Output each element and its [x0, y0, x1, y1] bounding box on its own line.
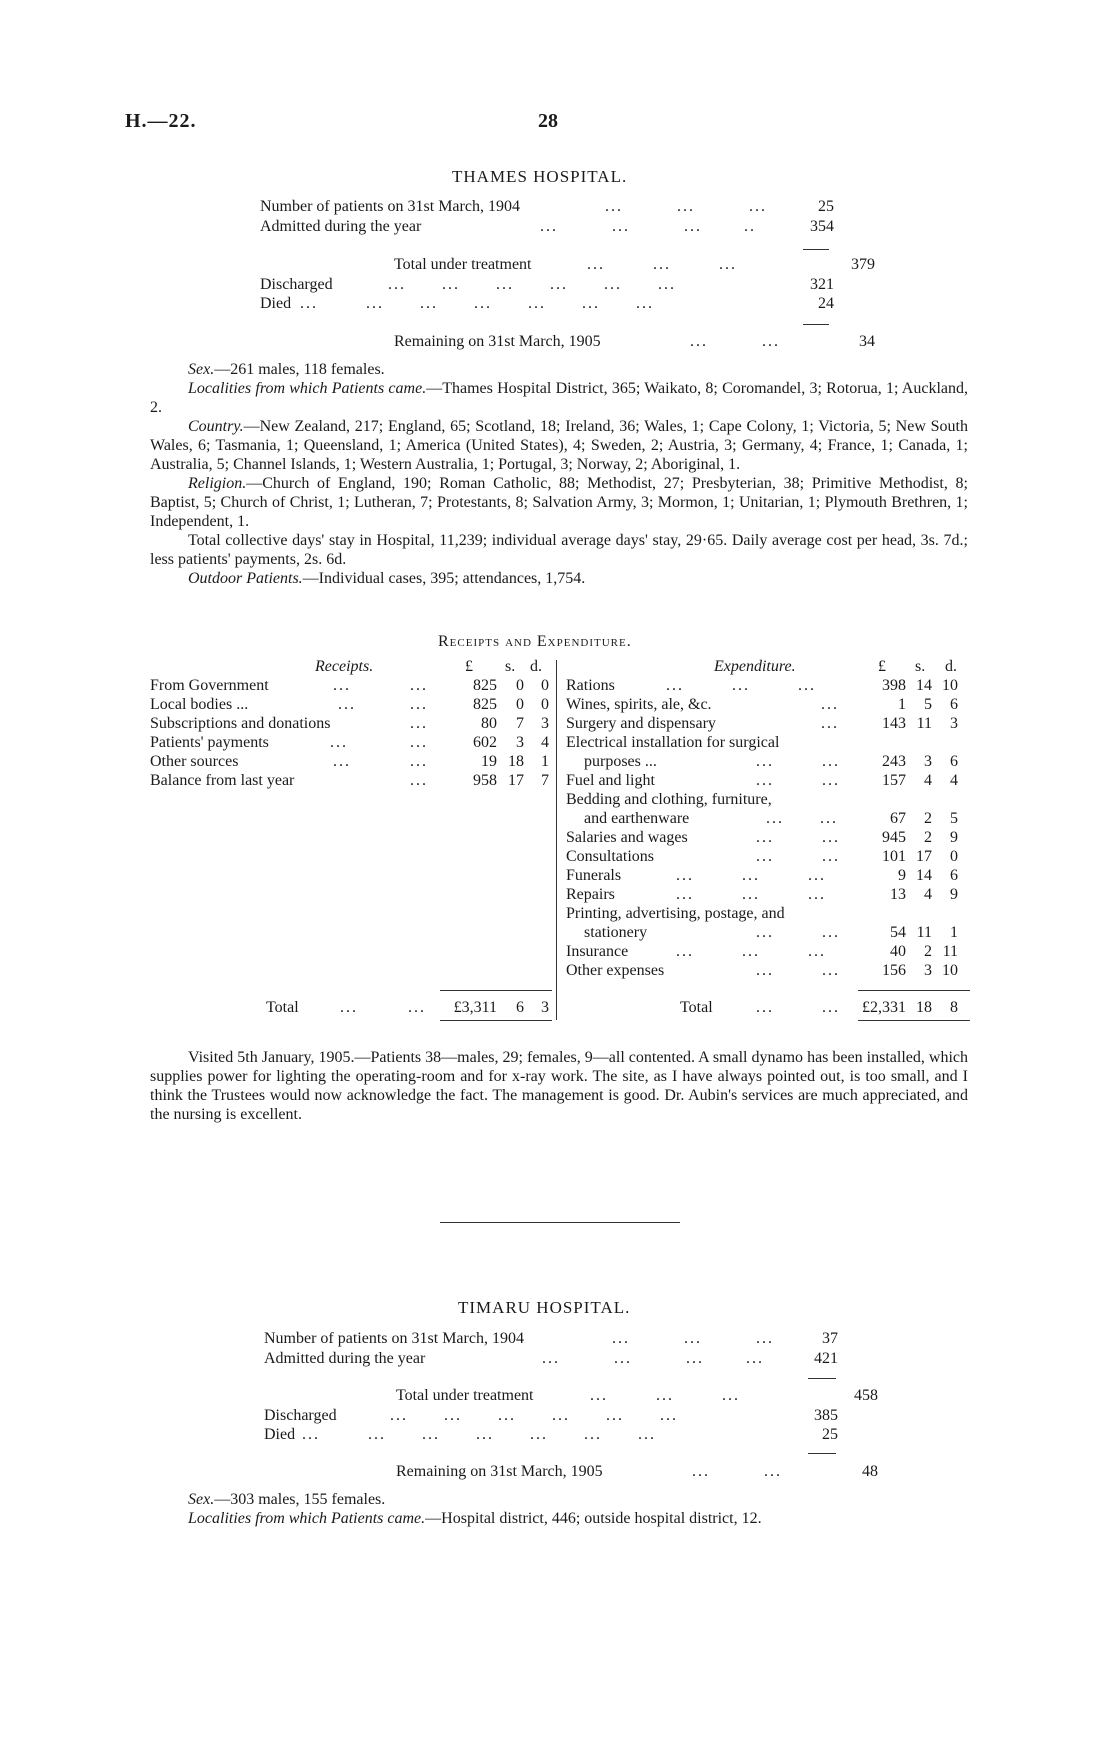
religion-paragraph	[150, 474, 968, 531]
timaru-statistics	[150, 1490, 968, 1528]
sex-paragraph	[150, 360, 968, 379]
country-paragraph	[150, 417, 968, 474]
list-item: Salaries and wages ... ... 945 2 9	[566, 829, 958, 846]
visit-paragraph: Visited 5th January, 1905.—Patients 38—males, 29; females, 9—all contented. A small dynamo has been installed, which supplies power for lighting the operating-room and for x-ray work. The site, as I have always pointed out, is too small, and I think the Trustees would now acknowledge the fact. The management is good. Dr. Aubin's services are much appreciated, and the nursing is excellent.	[150, 1049, 968, 1123]
dot-leader: ... ... ...	[590, 1387, 740, 1404]
document-code: H.—22.	[125, 110, 197, 132]
expenditure-heading: Expenditure.	[714, 658, 796, 675]
visit-report	[150, 1048, 968, 1124]
list-item: Fuel and light ... ... 157 4 4	[566, 772, 958, 789]
timaru-total-label: Total under treatment	[396, 1387, 534, 1404]
timaru-row-label: Admitted during the year	[264, 1350, 426, 1367]
country-label: Country.	[188, 418, 244, 435]
religion-label: Religion.	[188, 475, 247, 492]
dot-leader: ... ... ... ..	[540, 218, 756, 235]
expenditure-total-row: Total ... ... £2,331 18 8	[680, 999, 958, 1016]
timaru-died-label: Died	[264, 1426, 296, 1443]
list-item: stationery ... ... 54 11 1	[584, 924, 958, 941]
thames-total-label: Total under treatment	[394, 256, 532, 273]
col-pence: d.	[945, 658, 957, 675]
dot-leader: ... ... ...	[612, 1330, 774, 1347]
dot-leader: ... ... ... ...	[542, 1350, 764, 1367]
dot-leader: ... ...	[692, 1463, 782, 1480]
timaru-title: TIMARU HOSPITAL.	[458, 1298, 631, 1317]
receipts-total-label: Total	[266, 999, 299, 1016]
thames-remaining-label: Remaining on 31st March, 1905	[394, 333, 601, 350]
total-rule	[440, 1020, 552, 1021]
sum-rule	[803, 249, 829, 250]
outdoor-paragraph	[150, 569, 968, 588]
dot-leader: ... ... ... ... ... ...	[390, 1407, 678, 1424]
sum-rule	[808, 1378, 836, 1379]
thames-row-label: Number of patients on 31st March, 1904	[260, 198, 520, 215]
list-item: Funerals ... ... ... 9 14 6	[566, 867, 958, 884]
outdoor-label: Outdoor Patients.	[188, 570, 303, 587]
timaru-discharged-label: Discharged	[264, 1407, 337, 1424]
total-rule	[440, 990, 552, 991]
thames-discharged-value: 321	[810, 276, 834, 293]
localities-label: Localities from which Patients came.	[188, 380, 427, 397]
localities-label: Localities from which Patients came.	[188, 1510, 426, 1527]
list-item: and earthenware ... ... 67 2 5	[584, 810, 958, 827]
sex-text: —303 males, 155 females.	[214, 1491, 386, 1508]
list-item: Subscriptions and donations ... 80 7 3	[150, 715, 549, 732]
thames-died-value: 24	[818, 295, 834, 312]
list-item: Other sources ... ... 19 18 1	[150, 753, 549, 770]
dot-leader: ... ... ... ... ... ... ...	[300, 295, 654, 312]
thames-statistics	[150, 360, 968, 588]
religion-text: —Church of England, 190; Roman Catholic, 88; Methodist, 27; Presbyterian, 38; Primitive Methodist, 8; Baptist, 5; Church of Christ, 1; Lutheran, 7; Protestants, 8; Salvation Army, 3; Mormon, 1; Unitarian, 1; Plymouth Brethren, 1; Independent, 1.	[150, 475, 968, 530]
dot-leader: ... ... ... ... ... ... ...	[302, 1426, 656, 1443]
outdoor-text: —Individual cases, 395; attendances, 1,754.	[302, 570, 586, 587]
list-item: Balance from last year ... 958 17 7	[150, 772, 549, 789]
list-item: Local bodies ... ... ... 825 0 0	[150, 696, 549, 713]
list-item: Electrical installation for surgical	[566, 734, 780, 751]
col-pounds: £	[878, 658, 886, 675]
timaru-remaining-label: Remaining on 31st March, 1905	[396, 1463, 603, 1480]
localities-text: —Thames Hospital District, 365; Waikato, 8; Coromandel, 3; Rotorua, 1; Auckland, 2.	[150, 380, 968, 416]
list-item: Surgery and dispensary ... 143 11 3	[566, 715, 958, 732]
column-divider	[556, 660, 557, 1020]
section-divider	[440, 1222, 680, 1223]
list-item: Insurance ... ... ... 40 2 11	[566, 943, 958, 960]
receipts-heading: Receipts.	[315, 658, 374, 675]
timaru-remaining-value: 48	[862, 1463, 878, 1480]
timaru-row-value: 421	[814, 1350, 838, 1367]
page-number: 28	[538, 110, 558, 132]
timaru-died-value: 25	[822, 1426, 838, 1443]
dot-leader: ... ... ...	[605, 198, 767, 215]
thames-title: THAMES HOSPITAL.	[452, 167, 628, 186]
sex-label: Sex.	[188, 361, 215, 378]
thames-discharged-label: Discharged	[260, 276, 333, 293]
sum-rule	[803, 324, 829, 325]
accounts-title: Receipts and Expenditure.	[438, 633, 632, 650]
col-shillings: s.	[505, 658, 516, 675]
sex-paragraph	[150, 1490, 968, 1509]
timaru-total-value: 458	[854, 1387, 878, 1404]
list-item: Repairs ... ... ... 13 4 9	[566, 886, 958, 903]
col-pence: d.	[530, 658, 542, 675]
total-rule	[858, 990, 970, 991]
list-item: Printing, advertising, postage, and	[566, 905, 785, 922]
localities-paragraph	[150, 1509, 968, 1528]
stay-paragraph: Total collective days' stay in Hospital, 11,239; individual average days' stay, 29·65. Daily average cost per head, 3s. 7d.; less patients' payments, 2s. 6d.	[150, 532, 968, 568]
list-item: Patients' payments ... ... 602 3 4	[150, 734, 549, 751]
dot-leader: ... ...	[690, 333, 780, 350]
timaru-row-value: 37	[822, 1330, 838, 1347]
list-item: From Government ... ... 825 0 0	[150, 677, 549, 694]
sex-label: Sex.	[188, 1491, 215, 1508]
thames-row-value: 25	[818, 198, 834, 215]
list-item: purposes ... ... ... 243 3 6	[584, 753, 958, 770]
col-shillings: s.	[915, 658, 926, 675]
expenditure-total-label: Total	[680, 999, 713, 1016]
thames-died-label: Died	[260, 295, 292, 312]
thames-total-value: 379	[851, 256, 875, 273]
timaru-discharged-value: 385	[814, 1407, 838, 1424]
thames-row-value: 354	[810, 218, 834, 235]
col-pounds: £	[465, 658, 473, 675]
total-rule	[858, 1020, 970, 1021]
list-item: Consultations ... ... 101 17 0	[566, 848, 958, 865]
timaru-row-label: Number of patients on 31st March, 1904	[264, 1330, 524, 1347]
list-item: Other expenses ... ... 156 3 10	[566, 962, 958, 979]
sum-rule	[808, 1453, 836, 1454]
sex-text: —261 males, 118 females.	[214, 361, 385, 378]
localities-text: —Hospital district, 446; outside hospital district, 12.	[425, 1510, 762, 1527]
thames-row-label: Admitted during the year	[260, 218, 422, 235]
localities-paragraph	[150, 379, 968, 417]
dot-leader: ... ... ...	[587, 256, 737, 273]
list-item: Rations ... ... ... 398 14 10	[566, 677, 958, 694]
country-text: —New Zealand, 217; England, 65; Scotland, 18; Ireland, 36; Wales, 1; Cape Colony, 1; Victoria, 5; New South Wales, 6; Tasmania, 1; Queensland, 1; America (United States), 4; Sweden, 2; Austria, 3; Germany, 4; France, 1; Canada, 1; Australia, 5; Channel Islands, 1; Western Australia, 1; Portugal, 3; Norway, 2; Aboriginal, 1.	[150, 418, 968, 473]
list-item: Bedding and clothing, furniture,	[566, 791, 772, 808]
dot-leader: ... ... ... ... ... ...	[388, 276, 676, 293]
thames-remaining-value: 34	[859, 333, 875, 350]
receipts-total-row: Total ... ... £3,311 6 3	[266, 999, 549, 1016]
list-item: Wines, spirits, ale, &c. ... 1 5 6	[566, 696, 958, 713]
